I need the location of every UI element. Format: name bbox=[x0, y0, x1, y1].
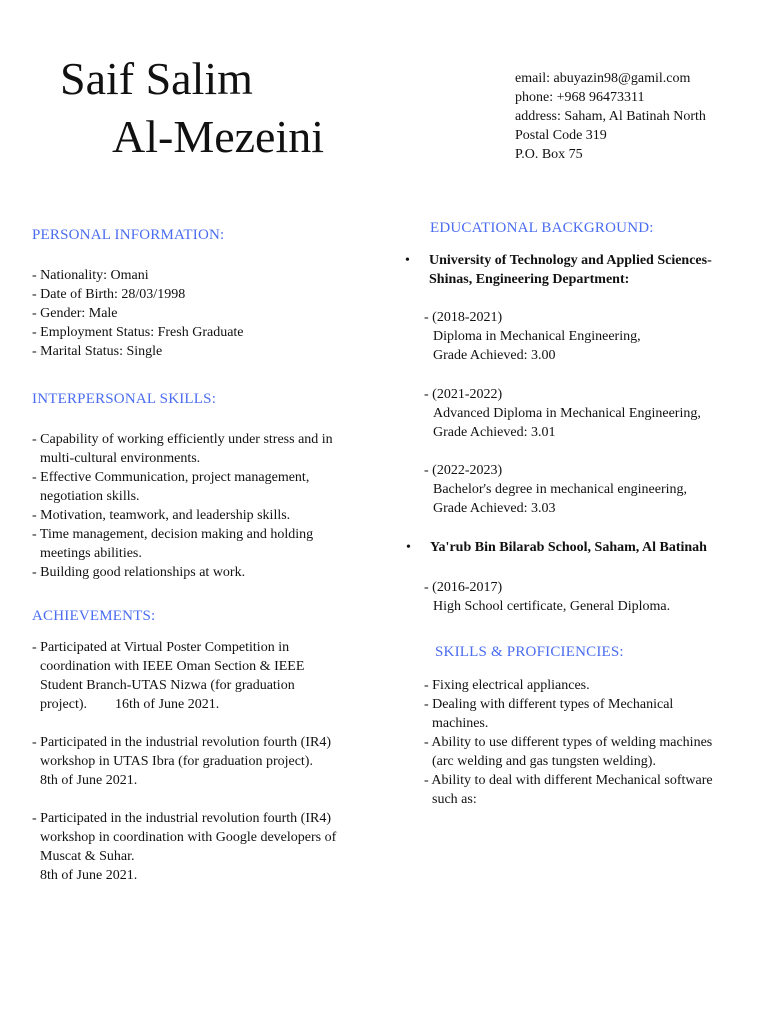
institution-name-line: Ya'rub Bin Bilarab School, Saham, Al Batinah bbox=[430, 540, 707, 555]
contact-postal-code: Postal Code 319 bbox=[515, 128, 607, 143]
list-item-line: such as: bbox=[432, 792, 477, 807]
list-item bbox=[424, 733, 759, 771]
list-item-line: - Ability to deal with different Mechanical software bbox=[424, 773, 713, 788]
list-item-line: - Time management, decision making and holding bbox=[32, 527, 314, 542]
education-entry bbox=[424, 578, 754, 616]
education-degree: Diploma in Mechanical Engineering, bbox=[433, 329, 641, 344]
list-item bbox=[32, 733, 392, 790]
list-item-line: - Motivation, teamwork, and leadership skills. bbox=[32, 508, 291, 523]
list-item bbox=[424, 695, 759, 733]
contact-address: address: Saham, Al Batinah North bbox=[515, 109, 706, 124]
list-item-line: - Participated in the industrial revolution fourth (IR4) bbox=[32, 811, 331, 826]
education-grade: Grade Achieved: 3.01 bbox=[433, 425, 556, 440]
name-first-line: Saif Salim bbox=[60, 53, 253, 104]
education-grade: Grade Achieved: 3.00 bbox=[433, 348, 556, 363]
personal-item-employment: - Employment Status: Fresh Graduate bbox=[32, 325, 244, 340]
interpersonal-list bbox=[32, 430, 392, 582]
education-degree: Advanced Diploma in Mechanical Engineering, bbox=[433, 406, 701, 421]
list-item-line: - Building good relationships at work. bbox=[32, 565, 246, 580]
skills-list bbox=[424, 676, 759, 809]
contact-block bbox=[515, 69, 706, 164]
list-item bbox=[32, 638, 392, 714]
personal-info-heading: PERSONAL INFORMATION: bbox=[32, 227, 225, 243]
education-degree: Bachelor's degree in mechanical engineering, bbox=[433, 482, 688, 497]
list-item-line: workshop in coordination with Google developers of bbox=[40, 830, 337, 845]
skills-heading: SKILLS & PROFICIENCIES: bbox=[435, 644, 624, 660]
achievements-list bbox=[32, 638, 392, 885]
personal-item-dob: - Date of Birth: 28/03/1998 bbox=[32, 287, 186, 302]
personal-item-gender: - Gender: Male bbox=[32, 306, 118, 321]
list-item bbox=[32, 430, 392, 468]
institution-name-line: Shinas, Engineering Department: bbox=[429, 272, 630, 287]
list-item-line: - Ability to use different types of welding machines bbox=[424, 735, 713, 750]
list-item-line: - Participated at Virtual Poster Competition in bbox=[32, 640, 290, 655]
education-years: - (2021-2022) bbox=[424, 387, 503, 402]
list-item-line: multi-cultural environments. bbox=[40, 451, 201, 466]
education-years: - (2018-2021) bbox=[424, 310, 503, 325]
education-heading: EDUCATIONAL BACKGROUND: bbox=[430, 220, 654, 236]
list-item-line: 8th of June 2021. bbox=[40, 868, 138, 883]
list-item bbox=[32, 506, 392, 525]
list-item-line: project). 16th of June 2021. bbox=[40, 697, 220, 712]
personal-info-list bbox=[32, 266, 382, 361]
list-item-line: (arc welding and gas tungsten welding). bbox=[432, 754, 656, 769]
list-item-line: - Effective Communication, project management, bbox=[32, 470, 310, 485]
list-item-line: - Participated in the industrial revolution fourth (IR4) bbox=[32, 735, 331, 750]
list-item-line: Student Branch-UTAS Nizwa (for graduation bbox=[40, 678, 295, 693]
list-item-line: 8th of June 2021. bbox=[40, 773, 138, 788]
list-item bbox=[32, 563, 392, 582]
list-item-line: negotiation skills. bbox=[40, 489, 140, 504]
interpersonal-heading: INTERPERSONAL SKILLS: bbox=[32, 391, 217, 407]
list-item-line: meetings abilities. bbox=[40, 546, 142, 561]
education-years: - (2016-2017) bbox=[424, 580, 503, 595]
list-item-line: - Fixing electrical appliances. bbox=[424, 678, 590, 693]
list-item-line: - Capability of working efficiently under stress and in bbox=[32, 432, 333, 447]
education-institution bbox=[406, 538, 760, 557]
list-item-line: Muscat & Suhar. bbox=[40, 849, 135, 864]
list-item-line: - Dealing with different types of Mechanical bbox=[424, 697, 674, 712]
education-grade: Grade Achieved: 3.03 bbox=[433, 501, 556, 516]
contact-email: email: abuyazin98@gamil.com bbox=[515, 71, 691, 86]
education-degree: High School certificate, General Diploma. bbox=[433, 599, 671, 614]
education-institution bbox=[405, 251, 759, 289]
list-item bbox=[32, 809, 392, 885]
list-item bbox=[424, 676, 759, 695]
institution-name-line: University of Technology and Applied Sciences- bbox=[429, 253, 712, 268]
list-item-line: workshop in UTAS Ibra (for graduation project). bbox=[40, 754, 313, 769]
bullet-icon: • bbox=[405, 253, 410, 268]
name-second-line: Al-Mezeini bbox=[112, 111, 325, 162]
list-item-line: coordination with IEEE Oman Section & IEEE bbox=[40, 659, 305, 674]
education-years: - (2022-2023) bbox=[424, 463, 503, 478]
list-item bbox=[32, 525, 392, 563]
education-entry bbox=[424, 308, 754, 365]
contact-po-box: P.O. Box 75 bbox=[515, 147, 583, 162]
personal-item-marital: - Marital Status: Single bbox=[32, 344, 163, 359]
list-item-line: machines. bbox=[432, 716, 489, 731]
education-entry bbox=[424, 461, 754, 518]
list-item bbox=[32, 468, 392, 506]
education-entry bbox=[424, 385, 754, 442]
bullet-icon: • bbox=[406, 540, 411, 555]
personal-item-nationality: - Nationality: Omani bbox=[32, 268, 149, 283]
contact-phone: phone: +968 96473311 bbox=[515, 90, 645, 105]
achievements-heading: ACHIEVEMENTS: bbox=[32, 608, 156, 624]
list-item bbox=[424, 771, 759, 809]
